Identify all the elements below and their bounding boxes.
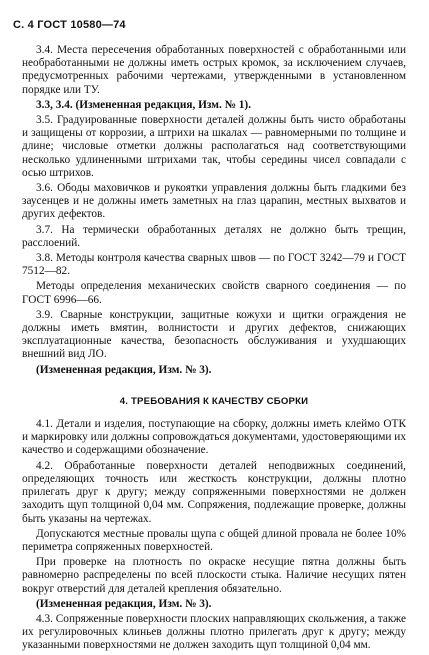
section-heading: 4. ТРЕБОВАНИЯ К КАЧЕСТВУ СБОРКИ — [119, 395, 309, 407]
document-body — [22, 44, 406, 655]
paragraph-4-2: 4.2. Обработанные поверхности деталей неподвижных соединений, определяющих точность или жесткость конструкции, должны плотно прилегать друг к другу; между сопряженными поверхностями не должен заходить щуп толщиной 0,04 мм. Сопряжения, подлежащие проверке, должны быть указаны на чертежах. — [22, 459, 406, 525]
paragraph-3-9: 3.9. Сварные конструкции, защитные кожухи и щитки ограждения не должны иметь вмятин, волнистости и других дефектов, снижающих эксплуатационные качества, безопасность обслуживания и ухудшающих внешний вид ЛО. — [22, 308, 406, 361]
amendment-note: (Измененная редакция, Изм. № 3). — [36, 363, 212, 376]
page-header: С. 4 ГОСТ 10580—74 — [13, 19, 126, 31]
paragraph-4-2-continued: При проверке на плотность по окраске несущие пятна должны быть равномерно распределены по всей плоскости стыка. Наличие несущих пятен вокруг отверстий для деталей крепления обязательно. — [22, 556, 406, 595]
paragraph-3-6: 3.6. Ободы маховичков и рукоятки управления должны быть гладкими без заусенцев и не должны иметь заметных на глаз царапин, местных выхватов и других дефектов. — [22, 182, 406, 221]
paragraph-4-1: 4.1. Детали и изделия, поступающие на сборку, должны иметь клеймо ОТК и маркировку или должны сопровождаться документами, удостоверяющими их качество и содержащими обозначение. — [22, 418, 406, 457]
paragraph-3-8: 3.8. Методы контроля качества сварных швов — по ГОСТ 3242—79 и ГОСТ 7512—82. — [22, 252, 406, 278]
paragraph-4-2-continued: Допускаются местные провалы щупа с общей длиной провала не более 10% периметра сопряженных поверхностей. — [22, 527, 406, 553]
amendment-note: 3.3, 3.4. (Измененная редакция, Изм. № 1). — [36, 98, 252, 111]
paragraph-3-7: 3.7. На термически обработанных деталях не должно быть трещин, расслоений. — [22, 223, 406, 249]
paragraph-3-8-continued: Методы определения механических свойств сварного соединения — по ГОСТ 6996—66. — [22, 280, 406, 306]
paragraph-3-5: 3.5. Градуированные поверхности деталей должны быть чисто обработаны и защищены от коррозии, а штрихи на шкалах — равномерными по толщине и длине; числовые отметки должны располагаться над соответствующими несколько удлиненными штрихами так, чтобы середины чисел совпадали с осью штрихов. — [22, 114, 406, 179]
paragraph-4-3: 4.3. Сопряженные поверхности плоских направляющих скольжения, а также их регулировочных клиньев должны плотно прилегать друг к другу; между указанными поверхностями не должен заходить щуп толщиной 0,04 мм. — [22, 612, 406, 652]
paragraph-3-4: 3.4. Места пересечения обработанных поверхностей с обработанными или необработанными не должны иметь острых кромок, за исключением случаев, предусмотренных рабочими чертежами, утвержденными в установленном порядке или ТУ. — [22, 44, 406, 96]
amendment-note: (Измененная редакция, Изм. № 3). — [36, 597, 212, 610]
